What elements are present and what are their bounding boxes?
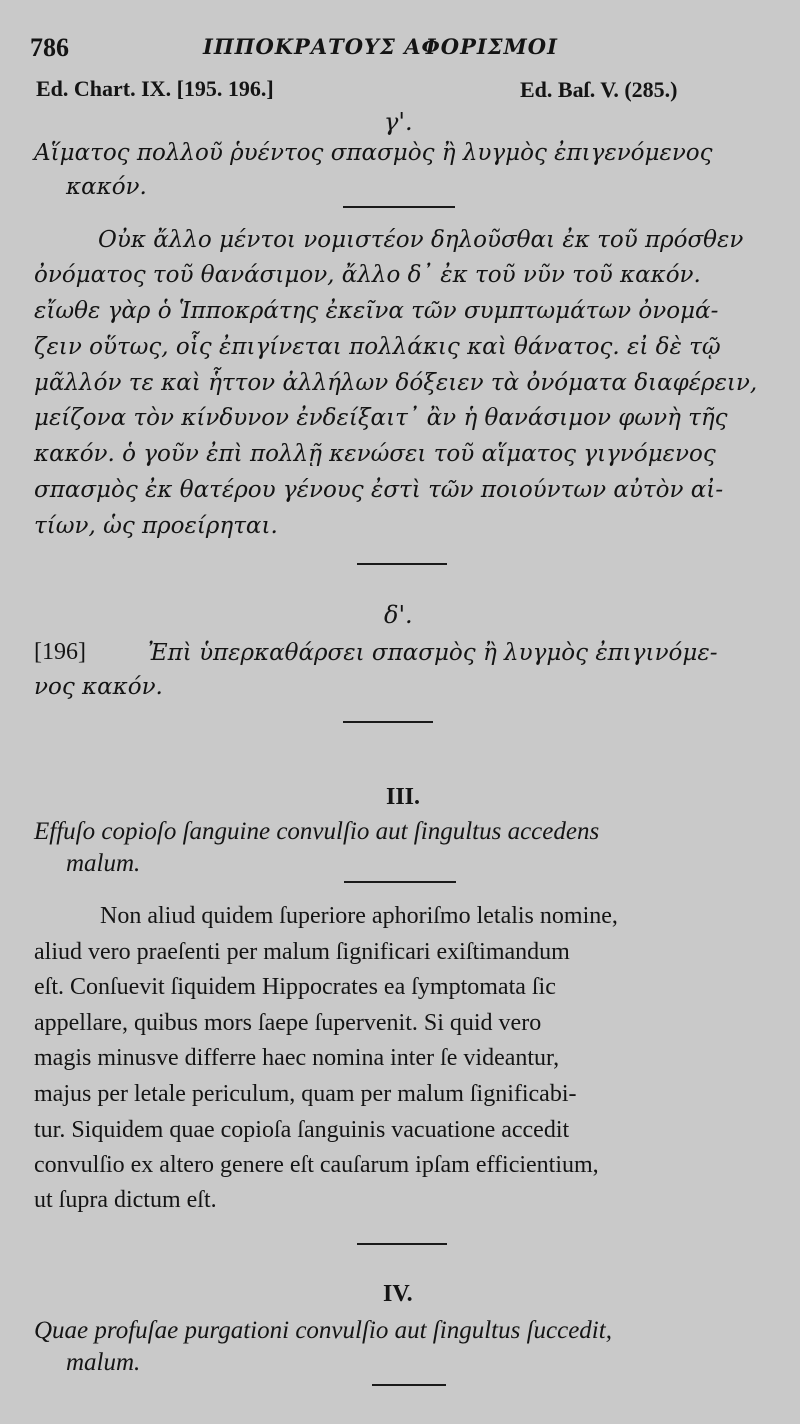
section-divider: [372, 1384, 446, 1386]
commentary-line: convulſio ex altero genere eſt cauſarum ipſam efficientium,: [34, 1152, 599, 1178]
commentary-line: majus per letale periculum, quam per malum ſignificabi-: [34, 1081, 577, 1107]
commentary-line: εἴωθε γὰρ ὁ Ἱπποκράτης ἐκεῖνα τῶν συμπτωμάτων ὀνομά-: [34, 298, 719, 324]
commentary-line: ut ſupra dictum eſt.: [34, 1187, 217, 1213]
section-divider: [343, 206, 455, 208]
commentary-line: magis minusve differre haec nomina inter ſe videantur,: [34, 1045, 560, 1071]
section-numeral-IV: IV.: [383, 1281, 413, 1307]
commentary-line: tur. Siquidem quae copioſa ſanguinis vacuatione accedit: [34, 1117, 570, 1143]
commentary-line: appellare, quibus mors ſaepe ſupervenit. Si quid vero: [34, 1010, 542, 1036]
section-divider: [343, 721, 433, 723]
page-marker: [196]: [34, 639, 86, 665]
commentary-line: σπασμὸς ἐκ θατέρου γένους ἐστὶ τῶν ποιούντων αὐτὸν αἰ-: [34, 477, 724, 503]
running-title: ΙΠΠΟΚΡΑΤΟΥΣ ΑΦΟΡΙΣΜΟΙ: [203, 34, 558, 59]
section-divider: [344, 881, 456, 883]
section-numeral-delta: δ'.: [384, 601, 413, 629]
edition-basel: Ed. Baſ. V. (285.): [520, 77, 678, 102]
commentary-line: ζειν οὕτως, οἷς ἐπιγίνεται πολλάκις καὶ θάνατος. εἰ δὲ τῷ: [34, 334, 721, 360]
commentary-line: τίων, ὡς προείρηται.: [34, 513, 278, 539]
commentary-line: aliud vero praeſenti per malum ſignificari exiſtimandum: [34, 939, 570, 965]
aphorism-text: Quae profuſae purgationi convulſio aut ſingultus ſuccedit,: [34, 1317, 612, 1344]
aphorism-text: νος κακόν.: [34, 674, 163, 700]
section-divider: [357, 1243, 447, 1245]
aphorism-text: Αἵματος πολλοῦ ῥυέντος σπασμὸς ἢ λυγμὸς ἐπιγενόμενος: [34, 140, 713, 166]
aphorism-text: Ἐπὶ ὑπερκαθάρσει σπασμὸς ἢ λυγμὸς ἐπιγινόμε-: [148, 640, 718, 666]
commentary-line: eſt. Conſuevit ſiquidem Hippocrates ea ſymptomata ſic: [34, 974, 556, 1000]
aphorism-text: malum.: [66, 1349, 141, 1376]
section-numeral-III: III.: [386, 784, 421, 810]
page-number: 786: [30, 33, 69, 62]
section-numeral-gamma: γ'.: [384, 108, 413, 136]
aphorism-text: Effuſo copioſo ſanguine convulſio aut ſingultus accedens: [34, 818, 600, 845]
commentary-line: μείζονα τὸν κίνδυνον ἐνδείξαιτ᾿ ἂν ἡ θανάσιμον φωνὴ τῆς: [34, 405, 728, 431]
aphorism-text: malum.: [66, 850, 141, 877]
commentary-line: Non aliud quidem ſuperiore aphoriſmo letalis nomine,: [100, 903, 618, 929]
edition-chartier: Ed. Chart. IX. [195. 196.]: [36, 76, 274, 101]
commentary-line: ὀνόματος τοῦ θανάσιμον, ἄλλο δ᾿ ἐκ τοῦ νῦν τοῦ κακόν.: [34, 262, 701, 288]
commentary-line: κακόν. ὁ γοῦν ἐπὶ πολλῇ κενώσει τοῦ αἵματος γιγνόμενος: [34, 441, 716, 467]
commentary-line: Οὐκ ἄλλο μέντοι νομιστέον δηλοῦσθαι ἐκ τοῦ πρόσθεν: [98, 227, 744, 253]
aphorism-text: κακόν.: [66, 174, 147, 200]
commentary-line: μᾶλλόν τε καὶ ἧττον ἀλλήλων δόξειεν τὰ ὀνόματα διαφέρειν,: [34, 370, 758, 396]
section-divider: [357, 563, 447, 565]
